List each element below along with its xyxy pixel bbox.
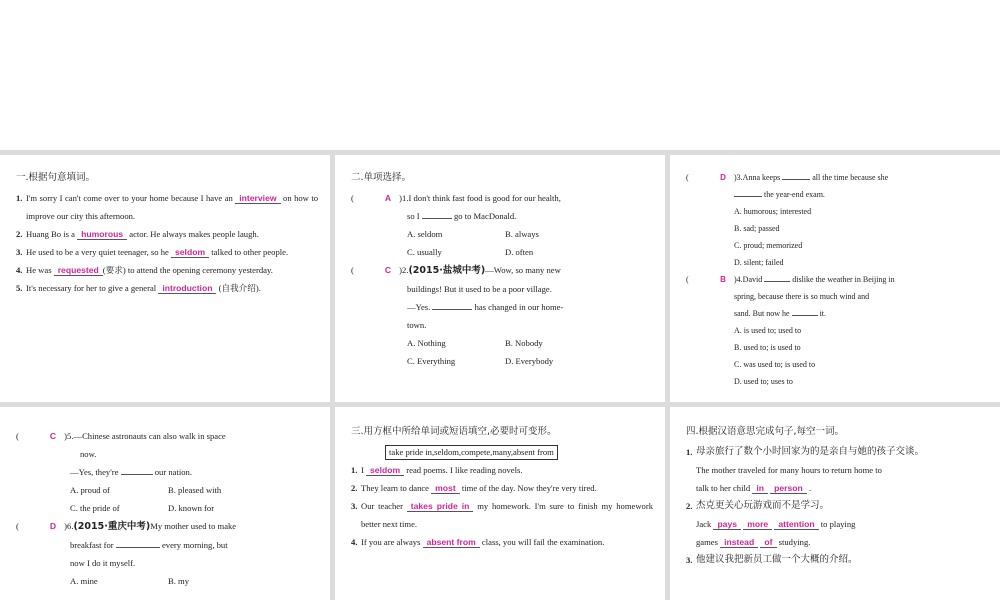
question-1: 1. I'm sorry I can't come over to your home because I have an interview on how to improve our city this afternoon. [16, 193, 319, 221]
answer: D [720, 173, 726, 182]
word-box: take pride in,seldom,compete,many,absent from [385, 445, 558, 460]
panel-multiple-choice-cont [670, 155, 1000, 402]
question-mc-4: ( B )4.David dislike the weather in Beijing in spring, because there is so much wind and sand. But now he it. A. is used to; used to B. used to; is used to C. was used to; is used to D. used to; uses to [686, 271, 988, 390]
question-2: 2. They learn to dance most time of the day. Now they're very tired. [351, 483, 597, 493]
answer: seldom [366, 465, 404, 476]
question-2: 2. 杰克更关心玩游戏而不是学习。 [686, 500, 830, 511]
question-mc-2: ( C )2.(2015·盐城中考)—Wow, so many new buildings! But it used to be a poor village. —Yes. has changed in our home- town. A. Nothing B. Nobody C. Everything D. Everybody [351, 261, 653, 370]
section-heading: 四.根据汉语意思完成句子,每空一词。 [686, 426, 845, 437]
answer: absent from [423, 537, 480, 548]
question-5: 5. It's necessary for her to give a general introduction (自我介绍). [16, 283, 261, 293]
panel-multiple-choice-2 [0, 407, 330, 600]
answer: more [743, 519, 772, 530]
question-3: 3. He used to be a very quiet teenager, so he seldom talked to other people. [16, 247, 289, 257]
question-mc-6: ( D )6.(2015·重庆中考)My mother used to make breakfast for every morning, but now I do it myself. A. mine B. my [16, 517, 318, 590]
answer: in [752, 483, 768, 494]
answer: of [760, 537, 776, 548]
question-4: 4. If you are always absent from class, you will fail the examination. [351, 537, 605, 547]
section-heading: 一.根据句意填词。 [16, 172, 96, 183]
panel-multiple-choice [335, 155, 665, 402]
question-mc-3: ( D )3.Anna keeps all the time because she the year-end exam. A. humorous; interested B. sad; passed C. proud; memorized D. silent; failed [686, 169, 988, 271]
panel-translation: 四.根据汉语意思完成句子,每空一词。 1. 母亲旅行了数个小时回家为的是亲自与她的孩子交谈。 The mother traveled for many hours to return home to talk to her child in person . 2. 杰克更关心玩游戏而不是学习。 Jack pays more attention to playing games instead of studying. 3. 他建议我把新员工做一个大概的介绍。 [670, 407, 1000, 600]
answer: instead [720, 537, 758, 548]
answer: person [770, 483, 807, 494]
section-heading: 二.单项选择。 [351, 172, 412, 183]
answer: interview [235, 193, 280, 204]
answer: humorous [77, 229, 127, 240]
question-mc-5: ( C )5.—Chinese astronauts can also walk in space now. —Yes, they're our nation. A. proud of B. pleased with C. the pride of D. known for [16, 427, 318, 517]
answer: introduction [158, 283, 216, 294]
section-heading: 三.用方框中所给单词或短语填空,必要时可变形。 [351, 426, 557, 437]
question-2: 2. Huang Bo is a humorous actor. He always makes people laugh. [16, 229, 259, 239]
answer: takes pride in [407, 501, 474, 512]
answer: most [431, 483, 460, 494]
panel-fill-in-words [0, 155, 330, 402]
question-mc-1: ( A )1.I don't think fast food is good for our health, so I go to MacDonald. A. seldom B. always C. usually D. often [351, 189, 653, 261]
answer: D [49, 521, 57, 531]
question-3: 3. 他建议我把新员工做一个大概的介绍。 [686, 554, 858, 565]
question-4: 4. He was requested (要求) to attend the opening ceremony yesterday. [16, 265, 273, 275]
answer: pays [713, 519, 741, 530]
answer: A [384, 193, 392, 203]
answer: requested [54, 265, 103, 276]
answer: B [720, 275, 726, 284]
question-1: 1. I seldom read poems. I like reading novels. [351, 465, 523, 475]
question-3: 3. Our teacher takes pride in my homework. I'm sure to finish my homework better next time. [351, 501, 653, 529]
answer: attention [774, 519, 818, 530]
question-1: 1. 母亲旅行了数个小时回家为的是亲自与她的孩子交谈。 [686, 446, 925, 457]
answer: C [49, 431, 57, 441]
answer: seldom [171, 247, 209, 258]
answer: C [384, 265, 392, 275]
panel-word-box [335, 407, 665, 600]
